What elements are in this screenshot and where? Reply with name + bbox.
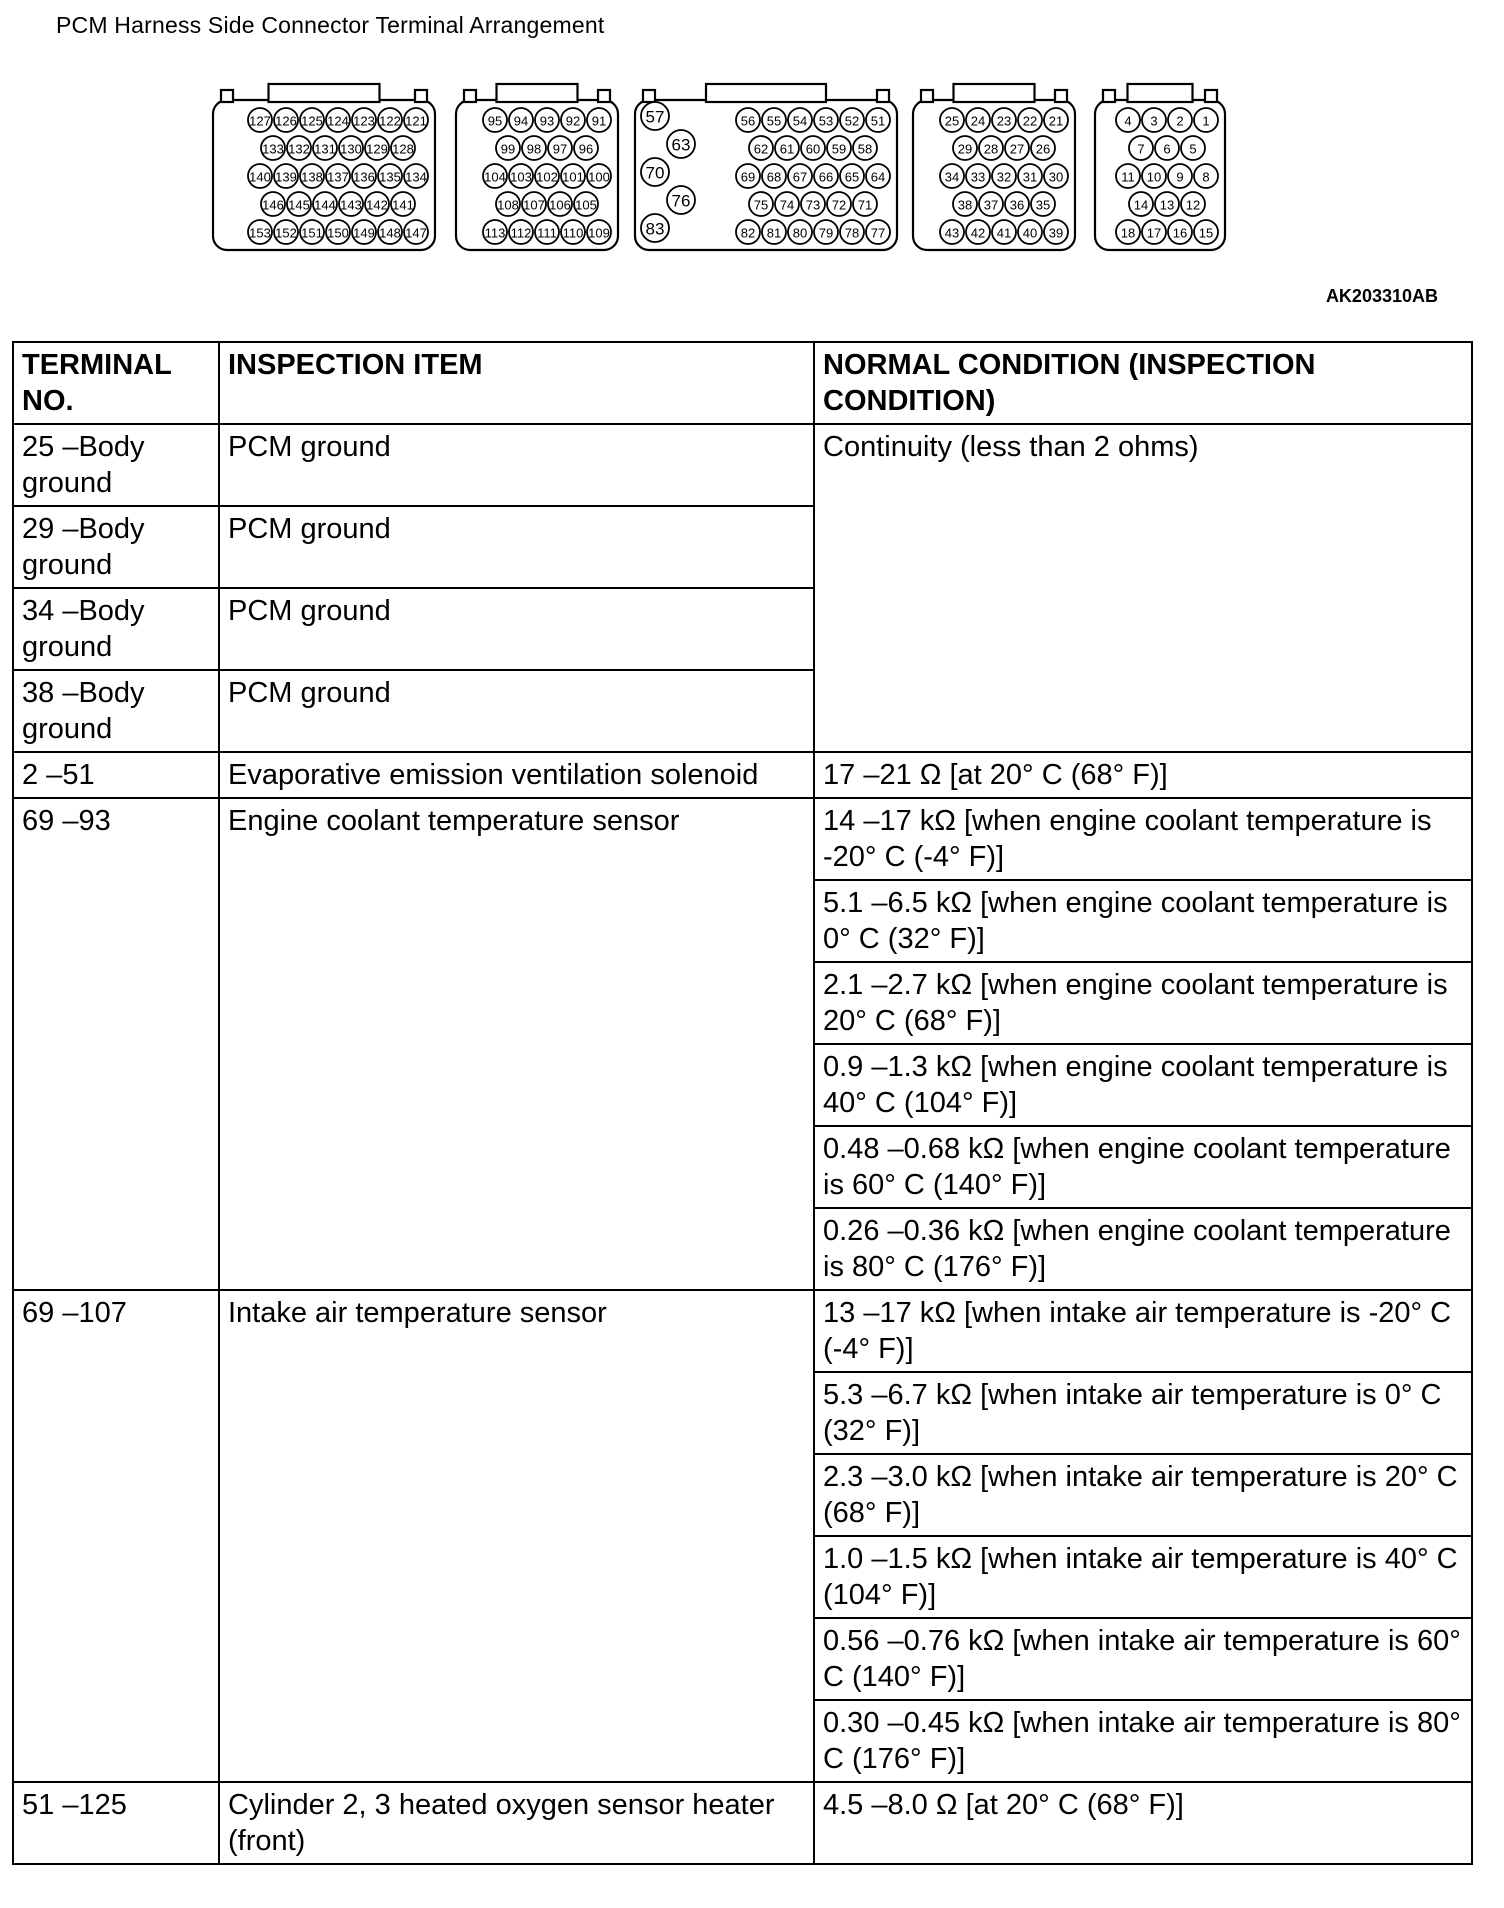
connector-tab: [415, 90, 427, 102]
terminal-pin-label: 67: [792, 169, 808, 185]
connector-latch: [1128, 84, 1193, 102]
connector-1: [213, 84, 435, 250]
normal-condition-cell: 4.5 –8.0 Ω [at 20° C (68° F)]: [814, 1782, 1472, 1864]
terminal-pin-label: 24: [970, 113, 986, 129]
terminal-pin-label: 140: [249, 169, 271, 185]
terminal-pin-label: 143: [340, 197, 362, 213]
normal-condition-cell: 0.56 –0.76 kΩ [when intake air temperature is 60° C (140° F)]: [814, 1618, 1472, 1700]
terminal-pin-label: 33: [970, 169, 986, 185]
normal-condition-cell: 17 –21 Ω [at 20° C (68° F)]: [814, 752, 1472, 798]
terminal-pin-label: 110: [562, 225, 584, 241]
terminal-pin-label: 144: [314, 197, 336, 213]
normal-condition-cell: 0.48 –0.68 kΩ [when engine coolant temperature is 60° C (140° F)]: [814, 1126, 1472, 1208]
header-normal-condition: NORMAL CONDITION (INSPECTION CONDITION): [814, 342, 1472, 424]
terminal-pin-label: 105: [575, 197, 597, 213]
terminal-pin-label: 74: [779, 197, 795, 213]
figure-code: AK203310AB: [1325, 286, 1438, 306]
terminal-pin-label: 34: [944, 169, 960, 185]
connector-5: [1095, 84, 1225, 250]
terminal-pin-label: 10: [1146, 169, 1162, 185]
terminal-pin-label: 8: [1202, 169, 1210, 185]
terminal-cell: 38 –Body ground: [13, 670, 219, 752]
terminal-pin-label: 132: [288, 141, 310, 157]
terminal-pin-label: 17: [1146, 225, 1162, 241]
terminal-pin-label: 137: [327, 169, 349, 185]
terminal-pin-label: 66: [818, 169, 834, 185]
terminal-pin-label: 109: [588, 225, 610, 241]
terminal-pin-label: 124: [327, 113, 349, 129]
terminal-pin-label: 26: [1035, 141, 1051, 157]
terminal-pin-label: 29: [957, 141, 973, 157]
terminal-pin-label: 112: [510, 225, 532, 241]
connector-tab: [921, 90, 933, 102]
normal-condition-cell: 5.3 –6.7 kΩ [when intake air temperature is 0° C (32° F)]: [814, 1372, 1472, 1454]
terminal-pin-label: 79: [818, 225, 834, 241]
table-row: [13, 752, 1472, 798]
terminal-pin-label: 9: [1176, 169, 1184, 185]
header-terminal-no: TERMINAL NO.: [13, 342, 219, 424]
connector-tab: [221, 90, 233, 102]
table-header-row: [13, 342, 1472, 424]
terminal-pin-label: 37: [983, 197, 999, 213]
terminal-pin-label: 150: [327, 225, 349, 241]
terminal-cell: 29 –Body ground: [13, 506, 219, 588]
terminal-pin-label: 62: [753, 141, 769, 157]
terminal-pin-label: 35: [1035, 197, 1051, 213]
terminal-pin-label: 25: [944, 113, 960, 129]
terminal-pin-label: 148: [379, 225, 401, 241]
normal-condition-cell: 1.0 –1.5 kΩ [when intake air temperature is 40° C (104° F)]: [814, 1536, 1472, 1618]
terminal-cell: 69 –107: [13, 1290, 219, 1782]
normal-condition-cell: 0.30 –0.45 kΩ [when intake air temperature is 80° C (176° F)]: [814, 1700, 1472, 1782]
table-row: [13, 798, 1472, 880]
document-title: PCM Harness Side Connector Terminal Arrangement: [56, 12, 605, 38]
terminal-pin-label: 122: [379, 113, 401, 129]
terminal-pin-label: 107: [523, 197, 545, 213]
connector-3: [635, 84, 897, 250]
terminal-pin-label: 41: [996, 225, 1012, 241]
inspection-item-cell: Engine coolant temperature sensor: [219, 798, 814, 1290]
terminal-pin-label: 135: [379, 169, 401, 185]
terminal-pin-label: 11: [1121, 169, 1135, 185]
terminal-pin-label: 139: [275, 169, 297, 185]
table-row: [13, 1782, 1472, 1864]
terminal-pin-label: 82: [740, 225, 756, 241]
terminal-pin-label: 97: [552, 141, 568, 157]
terminal-pin-label: 123: [353, 113, 375, 129]
terminal-pin-label: 145: [288, 197, 310, 213]
terminal-pin-label: 152: [275, 225, 297, 241]
connector-latch: [269, 84, 380, 102]
normal-condition-cell: 2.1 –2.7 kΩ [when engine coolant temperature is 20° C (68° F)]: [814, 962, 1472, 1044]
terminal-cell: 25 –Body ground: [13, 424, 219, 506]
terminal-pin-label: 5: [1189, 141, 1197, 157]
terminal-pin-label: 73: [805, 197, 821, 213]
connector-tab: [1103, 90, 1115, 102]
terminal-pin-label: 69: [740, 169, 756, 185]
terminal-pin-label: 98: [526, 141, 542, 157]
terminal-pin-label: 65: [844, 169, 860, 185]
terminal-pin-label: 108: [497, 197, 519, 213]
terminal-pin-label: 63: [671, 135, 691, 155]
terminal-pin-label: 130: [340, 141, 362, 157]
terminal-pin-label: 138: [301, 169, 323, 185]
connector-tab: [1205, 90, 1217, 102]
terminal-pin-label: 28: [983, 141, 999, 157]
terminal-pin-label: 91: [591, 113, 607, 129]
terminal-pin-label: 149: [353, 225, 375, 241]
connector-tab: [877, 90, 889, 102]
normal-condition-cell: 14 –17 kΩ [when engine coolant temperature is -20° C (-4° F)]: [814, 798, 1472, 880]
terminal-pin-label: 128: [392, 141, 414, 157]
terminal-pin-label: 93: [539, 113, 555, 129]
terminal-pin-label: 53: [818, 113, 834, 129]
connector-latch: [497, 84, 578, 102]
inspection-table: [12, 341, 1473, 1865]
terminal-pin-label: 21: [1048, 113, 1064, 129]
terminal-pin-label: 72: [831, 197, 847, 213]
terminal-pin-label: 95: [487, 113, 503, 129]
connector-tab: [643, 90, 655, 102]
inspection-item-cell: PCM ground: [219, 670, 814, 752]
terminal-pin-label: 101: [562, 169, 584, 185]
inspection-item-cell: Cylinder 2, 3 heated oxygen sensor heater (front): [219, 1782, 814, 1864]
terminal-pin-label: 129: [366, 141, 388, 157]
terminal-pin-label: 81: [766, 225, 782, 241]
terminal-pin-label: 23: [996, 113, 1012, 129]
terminal-pin-label: 31: [1022, 169, 1038, 185]
terminal-pin-label: 100: [588, 169, 610, 185]
normal-condition-cell: 0.9 –1.3 kΩ [when engine coolant temperature is 40° C (104° F)]: [814, 1044, 1472, 1126]
inspection-item-cell: PCM ground: [219, 424, 814, 506]
terminal-pin-label: 102: [536, 169, 558, 185]
terminal-pin-label: 32: [996, 169, 1012, 185]
terminal-pin-label: 7: [1137, 141, 1145, 157]
terminal-pin-label: 64: [870, 169, 886, 185]
terminal-pin-label: 40: [1022, 225, 1038, 241]
terminal-pin-label: 141: [392, 197, 414, 213]
normal-condition-cell: 2.3 –3.0 kΩ [when intake air temperature is 20° C (68° F)]: [814, 1454, 1472, 1536]
connector-4: [913, 84, 1075, 250]
terminal-pin-label: 30: [1048, 169, 1064, 185]
terminal-pin-label: 83: [645, 219, 665, 239]
connector-latch: [954, 84, 1035, 102]
terminal-pin-label: 78: [844, 225, 860, 241]
terminal-pin-label: 153: [249, 225, 271, 241]
connector-tab: [464, 90, 476, 102]
terminal-pin-label: 60: [805, 141, 821, 157]
terminal-pin-label: 38: [957, 197, 973, 213]
terminal-pin-label: 58: [857, 141, 873, 157]
terminal-pin-label: 54: [792, 113, 808, 129]
terminal-pin-label: 99: [500, 141, 516, 157]
terminal-pin-label: 52: [844, 113, 860, 129]
terminal-pin-label: 75: [753, 197, 769, 213]
terminal-cell: 69 –93: [13, 798, 219, 1290]
terminal-pin-label: 127: [249, 113, 271, 129]
normal-condition-cell: Continuity (less than 2 ohms): [814, 424, 1472, 752]
terminal-pin-label: 4: [1124, 113, 1132, 129]
terminal-pin-label: 113: [484, 225, 506, 241]
terminal-pin-label: 142: [366, 197, 388, 213]
terminal-pin-label: 16: [1172, 225, 1188, 241]
terminal-pin-label: 131: [314, 141, 336, 157]
terminal-pin-label: 57: [645, 107, 665, 127]
terminal-pin-label: 42: [970, 225, 986, 241]
terminal-pin-label: 125: [301, 113, 323, 129]
terminal-pin-label: 106: [549, 197, 571, 213]
terminal-pin-label: 136: [353, 169, 375, 185]
terminal-pin-label: 51: [870, 113, 886, 129]
terminal-pin-label: 104: [484, 169, 506, 185]
terminal-pin-label: 39: [1048, 225, 1064, 241]
terminal-pin-label: 3: [1150, 113, 1158, 129]
inspection-item-cell: Evaporative emission ventilation solenoid: [219, 752, 814, 798]
terminal-cell: 34 –Body ground: [13, 588, 219, 670]
terminal-pin-label: 6: [1163, 141, 1171, 157]
terminal-pin-label: 43: [944, 225, 960, 241]
connector-terminal-diagram: [205, 80, 1235, 280]
terminal-cell: 2 –51: [13, 752, 219, 798]
terminal-pin-label: 76: [671, 191, 691, 211]
terminal-pin-label: 13: [1159, 197, 1175, 213]
terminal-pin-label: 96: [578, 141, 594, 157]
terminal-pin-label: 68: [766, 169, 782, 185]
terminal-pin-label: 55: [766, 113, 782, 129]
terminal-pin-label: 61: [779, 141, 795, 157]
normal-condition-cell: 5.1 –6.5 kΩ [when engine coolant temperature is 0° C (32° F)]: [814, 880, 1472, 962]
terminal-pin-label: 94: [513, 113, 529, 129]
terminal-pin-label: 22: [1022, 113, 1038, 129]
terminal-pin-label: 70: [645, 163, 665, 183]
connector-latch: [706, 84, 826, 102]
header-inspection-item: INSPECTION ITEM: [219, 342, 814, 424]
terminal-pin-label: 56: [740, 113, 756, 129]
terminal-pin-label: 133: [262, 141, 284, 157]
terminal-pin-label: 146: [262, 197, 284, 213]
terminal-pin-label: 1: [1202, 113, 1210, 129]
normal-condition-cell: 13 –17 kΩ [when intake air temperature is -20° C (-4° F)]: [814, 1290, 1472, 1372]
terminal-pin-label: 18: [1120, 225, 1136, 241]
terminal-pin-label: 111: [537, 225, 557, 241]
normal-condition-cell: 0.26 –0.36 kΩ [when engine coolant temperature is 80° C (176° F)]: [814, 1208, 1472, 1290]
terminal-pin-label: 92: [565, 113, 581, 129]
terminal-pin-label: 147: [405, 225, 427, 241]
terminal-pin-label: 71: [857, 197, 873, 213]
terminal-cell: 51 –125: [13, 1782, 219, 1864]
terminal-pin-label: 121: [405, 113, 427, 129]
connector-tab: [598, 90, 610, 102]
table-row: [13, 1290, 1472, 1372]
terminal-pin-label: 2: [1176, 113, 1184, 129]
terminal-pin-label: 80: [792, 225, 808, 241]
terminal-pin-label: 27: [1009, 141, 1025, 157]
terminal-pin-label: 77: [870, 225, 886, 241]
connector-tab: [1055, 90, 1067, 102]
terminal-pin-label: 151: [301, 225, 323, 241]
terminal-pin-label: 134: [405, 169, 427, 185]
terminal-pin-label: 12: [1185, 197, 1201, 213]
inspection-item-cell: Intake air temperature sensor: [219, 1290, 814, 1782]
terminal-pin-label: 103: [510, 169, 532, 185]
terminal-pin-label: 59: [831, 141, 847, 157]
terminal-pin-label: 36: [1009, 197, 1025, 213]
inspection-item-cell: PCM ground: [219, 588, 814, 670]
inspection-item-cell: PCM ground: [219, 506, 814, 588]
table-row: [13, 424, 1472, 506]
terminal-pin-label: 14: [1133, 197, 1149, 213]
connector-2: [456, 84, 618, 250]
terminal-pin-label: 126: [275, 113, 297, 129]
terminal-pin-label: 15: [1198, 225, 1214, 241]
